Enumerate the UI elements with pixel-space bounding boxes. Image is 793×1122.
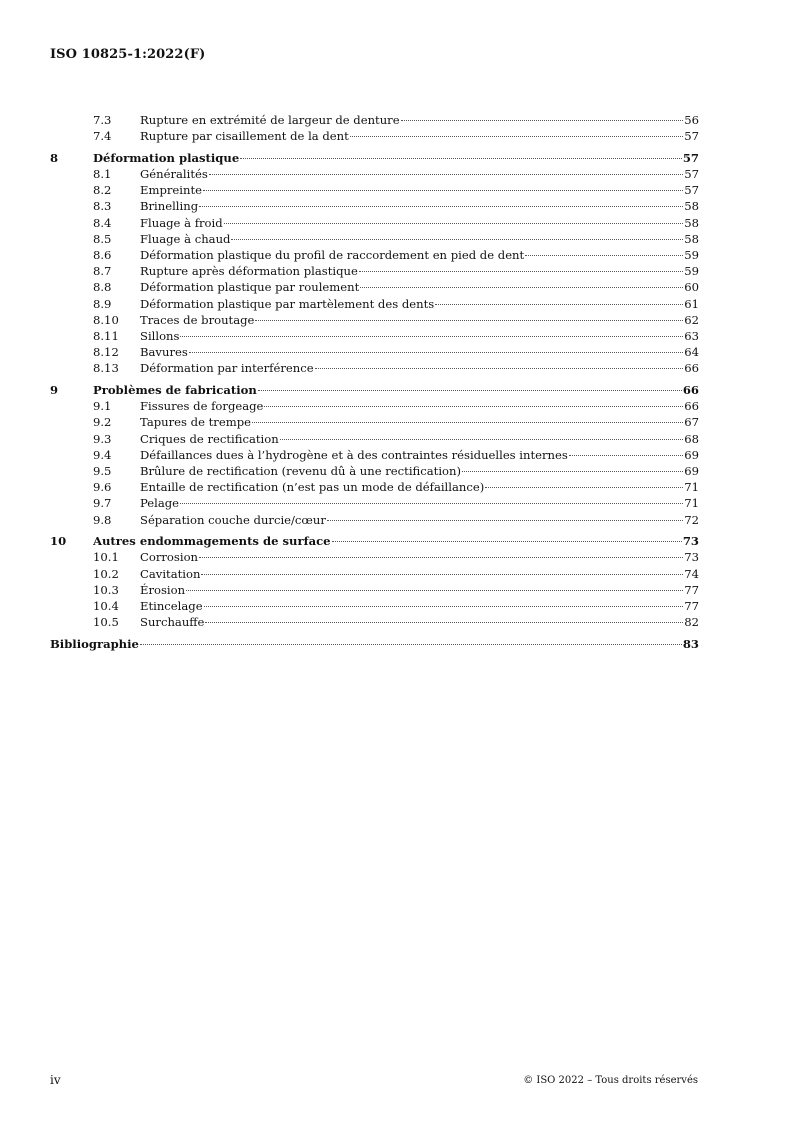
toc-entry-number: 8.5 (93, 231, 112, 246)
toc-entry-title: Sillons (140, 328, 180, 343)
toc-entry-number: 8.9 (93, 296, 112, 311)
toc-entry-number: 8.12 (93, 345, 119, 360)
dot-leader (360, 287, 683, 288)
toc-entry-number: 8.1 (93, 167, 112, 182)
toc-entry-title: Déformation plastique par roulement (140, 280, 360, 295)
toc-entry-number: 8.10 (93, 312, 119, 327)
toc-section-title: Bibliographie (50, 636, 139, 651)
toc-entry-number: 8.6 (93, 248, 112, 262)
toc-entry-title: Traces de broutage (140, 312, 255, 327)
toc-entry-number: 9.5 (93, 463, 112, 478)
toc-entry-page: 57 (684, 129, 699, 144)
toc-entry[interactable] (50, 231, 699, 247)
toc-entry-number: 10.4 (93, 598, 119, 613)
toc-entry[interactable] (50, 447, 699, 463)
toc-entry-number: 8.7 (93, 264, 112, 279)
toc-entry[interactable] (50, 398, 699, 414)
dot-leader (359, 271, 683, 272)
dot-leader (264, 406, 683, 407)
toc-entry-page: 67 (684, 415, 699, 430)
dot-leader (240, 158, 682, 159)
toc-entry-page: 72 (684, 512, 699, 527)
toc-entry-page: 66 (684, 361, 699, 376)
toc-entry-number: 9.1 (93, 399, 112, 414)
toc-entry-title: Tapures de trempe (140, 415, 251, 430)
toc-entry-number: 9.8 (93, 512, 112, 527)
dot-leader (189, 352, 683, 353)
toc-entry-page: 68 (684, 431, 699, 446)
dot-leader (180, 503, 683, 504)
toc-entry-number: 8.4 (93, 215, 112, 230)
toc-entry[interactable] (50, 296, 699, 312)
dot-leader (332, 541, 682, 542)
toc-entry-title: Etincelage (140, 598, 203, 613)
toc-entry-title: Fluage à froid (140, 215, 223, 230)
toc-section-page: 66 (682, 383, 699, 397)
dot-leader (255, 320, 683, 321)
toc-entry-number: 7.4 (93, 129, 112, 144)
toc-bibliography[interactable] (50, 636, 699, 652)
toc-entry-title: Rupture en extrémité de largeur de denture (140, 113, 400, 127)
toc-entry-page: 60 (684, 280, 699, 295)
dot-leader (462, 471, 683, 472)
dot-leader (315, 368, 684, 369)
toc-entry[interactable] (50, 215, 699, 231)
toc-entry-title: Corrosion (140, 550, 199, 565)
toc-entry[interactable] (50, 495, 699, 511)
toc-entry-number: 9.6 (93, 480, 112, 495)
toc-entry[interactable] (50, 166, 699, 182)
dot-leader (199, 557, 683, 558)
toc-entry[interactable] (50, 479, 699, 495)
toc-section-page: 83 (682, 636, 699, 651)
toc-entry-page: 69 (684, 463, 699, 478)
toc-entry-title: Empreinte (140, 183, 202, 198)
toc-entry-title: Déformation par interférence (140, 361, 314, 376)
toc-entry-number: 10.3 (93, 582, 119, 597)
toc-entry-title: Surchauffe (140, 615, 205, 630)
toc-entry[interactable] (50, 247, 699, 263)
toc-entry[interactable] (50, 431, 699, 447)
toc-entry[interactable] (50, 182, 699, 198)
toc-entry-title: Rupture après déformation plastique (140, 264, 358, 279)
toc-entry-title: Séparation couche durcie/cœur (140, 512, 326, 527)
toc-entry-page: 71 (684, 496, 699, 511)
toc-entry-page: 58 (684, 199, 699, 214)
toc-entry-title: Érosion (140, 582, 186, 597)
toc-entry[interactable] (50, 112, 699, 128)
toc-entry-page: 61 (684, 296, 699, 311)
copyright-notice: © ISO 2022 – Tous droits réservés (523, 1075, 698, 1086)
toc-entry[interactable] (50, 566, 699, 582)
dot-leader (186, 590, 683, 591)
dot-leader (231, 239, 683, 240)
dot-leader (209, 174, 683, 175)
toc-entry-title: Généralités (140, 167, 208, 182)
toc-section-title: Problèmes de fabrication (93, 383, 257, 397)
dot-leader (140, 644, 682, 645)
toc-entry-number: 8.13 (93, 361, 119, 376)
toc-entry-title: Brûlure de rectification (revenu dû à une rectification) (140, 463, 462, 478)
toc-entry[interactable] (50, 512, 699, 528)
dot-leader (485, 487, 683, 488)
toc-entry[interactable] (50, 312, 699, 328)
dot-leader (280, 439, 684, 440)
toc-entry-title: Criques de rectification (140, 431, 279, 446)
toc-entry-title: Brinelling (140, 199, 199, 214)
toc-entry-number: 10.5 (93, 615, 119, 630)
toc-section-9[interactable] (50, 382, 699, 398)
toc-section-page: 57 (682, 150, 699, 165)
toc-entry[interactable] (50, 360, 699, 376)
toc-entry[interactable] (50, 263, 699, 279)
toc-entry-title: Défaillances dues à l’hydrogène et à des contraintes résiduelles internes (140, 447, 568, 462)
toc-entry-page: 64 (684, 345, 699, 360)
toc-entry-title: Fluage à chaud (140, 231, 231, 246)
toc-entry[interactable] (50, 198, 699, 214)
toc-entry-page: 66 (684, 399, 699, 414)
toc-entry-number: 8.3 (93, 199, 112, 214)
toc-entry-page: 77 (684, 598, 699, 613)
toc-entry[interactable] (50, 128, 699, 144)
toc-entry-page: 57 (684, 167, 699, 182)
toc-entry[interactable] (50, 328, 699, 344)
toc-entry-number: 9.2 (93, 415, 112, 430)
toc-entry[interactable] (50, 549, 699, 565)
toc-entry-title: Entaille de rectification (n’est pas un mode de défaillance) (140, 480, 485, 495)
toc-entry-title: Rupture par cisaillement de la dent (140, 129, 349, 144)
page-number: iv (50, 1073, 61, 1087)
toc-section-number: 10 (50, 534, 67, 549)
toc-entry-page: 73 (684, 550, 699, 565)
toc-entry-number: 8.2 (93, 183, 112, 198)
toc-section-title: Autres endommagements de surface (93, 534, 331, 549)
toc-entry-title: Déformation plastique du profil de raccordement en pied de dent (140, 248, 525, 262)
dot-leader (569, 455, 683, 456)
toc-entry[interactable] (50, 582, 699, 598)
toc-entry-title: Cavitation (140, 566, 201, 581)
toc-entry[interactable] (50, 279, 699, 295)
toc-entry-number: 10.1 (93, 550, 119, 565)
toc-entry[interactable] (50, 463, 699, 479)
toc-entry[interactable] (50, 414, 699, 430)
dot-leader (252, 422, 683, 423)
toc-entry-number: 9.4 (93, 447, 112, 462)
dot-leader (201, 574, 683, 575)
toc-entry-title: Bavures (140, 345, 188, 360)
toc-entry-number: 9.7 (93, 496, 112, 511)
dot-leader (205, 622, 683, 623)
toc-entry-page: 82 (684, 615, 699, 630)
toc-entry-page: 69 (684, 447, 699, 462)
dot-leader (204, 606, 684, 607)
dot-leader (350, 136, 683, 137)
dot-leader (224, 223, 684, 224)
toc-entry[interactable] (50, 598, 699, 614)
toc-entry-page: 62 (684, 312, 699, 327)
toc-entry-title: Fissures de forgeage (140, 399, 264, 414)
toc-section-number: 9 (50, 383, 59, 397)
toc-entry[interactable] (50, 614, 699, 630)
dot-leader (199, 206, 683, 207)
table-of-contents (50, 112, 699, 652)
toc-entry-page: 71 (684, 480, 699, 495)
dot-leader (327, 520, 683, 521)
toc-section-title: Déformation plastique (93, 150, 240, 165)
toc-entry-number: 8.8 (93, 280, 112, 295)
toc-entry-page: 74 (684, 566, 699, 581)
toc-section-8[interactable] (50, 150, 699, 166)
dot-leader (525, 255, 683, 256)
dot-leader (258, 390, 682, 391)
toc-entry-number: 8.11 (93, 328, 119, 343)
toc-section-10[interactable] (50, 533, 699, 549)
dot-leader (203, 190, 683, 191)
dot-leader (435, 304, 683, 305)
dot-leader (180, 336, 683, 337)
toc-entry-page: 58 (684, 215, 699, 230)
toc-entry-title: Déformation plastique par martèlement des dents (140, 296, 435, 311)
toc-entry-number: 9.3 (93, 431, 112, 446)
toc-entry-page: 63 (684, 328, 699, 343)
dot-leader (401, 120, 684, 121)
toc-entry-page: 58 (684, 231, 699, 246)
toc-entry-number: 10.2 (93, 566, 119, 581)
toc-section-page: 73 (682, 534, 699, 549)
toc-entry-title: Pelage (140, 496, 180, 511)
toc-entry-page: 57 (684, 183, 699, 198)
toc-entry-page: 59 (684, 248, 699, 262)
toc-entry-page: 59 (684, 264, 699, 279)
toc-entry-page: 77 (684, 582, 699, 597)
toc-section-number: 8 (50, 150, 59, 165)
toc-entry[interactable] (50, 344, 699, 360)
document-header: ISO 10825-1:2022(F) (50, 47, 206, 62)
toc-entry-page: 56 (684, 113, 699, 127)
toc-entry-number: 7.3 (93, 113, 112, 127)
